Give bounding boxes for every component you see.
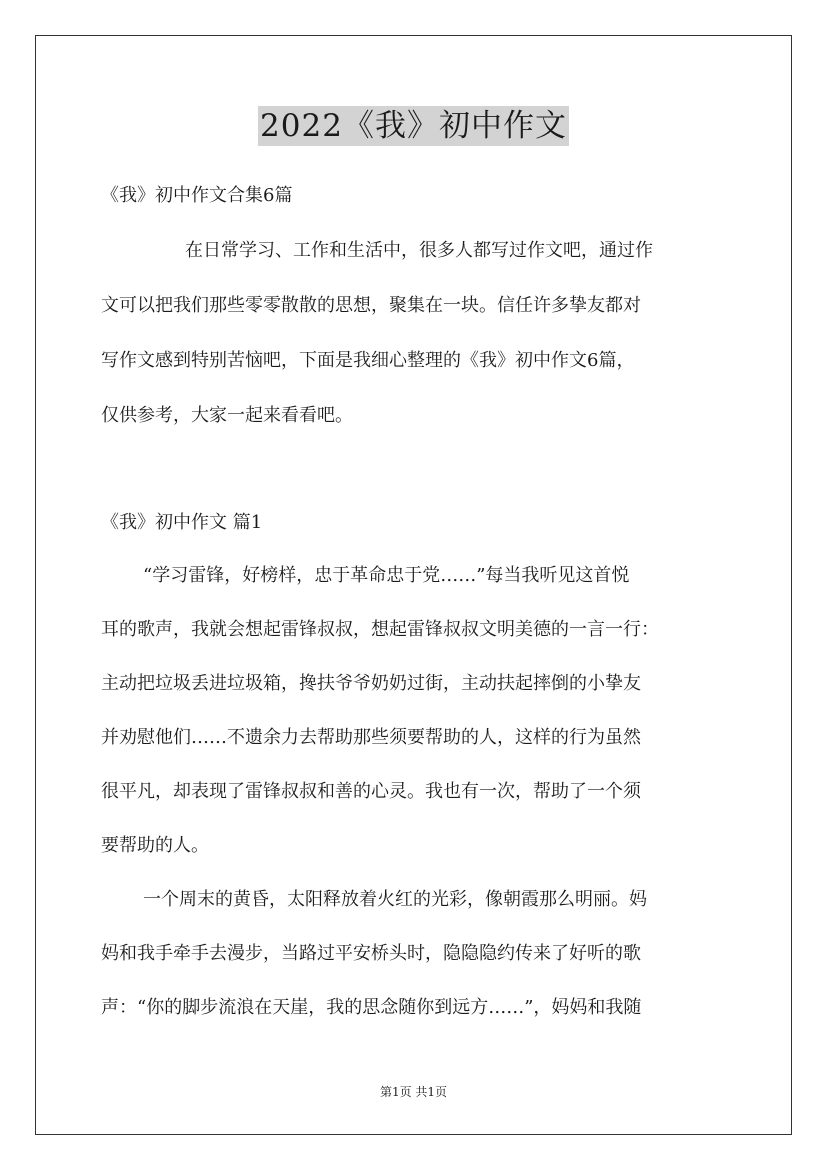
section-heading: 《我》初中作文 篇1	[101, 512, 263, 533]
body-line: 耳的歌声，我就会想起雷锋叔叔，想起雷锋叔叔文明美德的一言一行：	[101, 619, 659, 640]
intro-line: 在日常学习、工作和生活中，很多人都写过作文吧，通过作	[185, 240, 653, 261]
document-title-wrap	[0, 100, 827, 145]
body-line: 很平凡，却表现了雷锋叔叔和善的心灵。我也有一次，帮助了一个须	[101, 781, 641, 802]
body-line: 主动把垃圾丢进垃圾箱，搀扶爷爷奶奶过街，主动扶起摔倒的小挚友	[101, 673, 641, 694]
body-line: 并劝慰他们……不遗余力去帮助那些须要帮助的人，这样的行为虽然	[101, 727, 641, 748]
intro-line: 文可以把我们那些零零散散的思想，聚集在一块。信任许多挚友都对	[101, 295, 641, 316]
body-line: 要帮助的人。	[101, 835, 209, 856]
body-line: 妈和我手牵手去漫步，当路过平安桥头时，隐隐隐约传来了好听的歌	[101, 943, 641, 964]
body-line: 一个周末的黄昏，太阳释放着火红的光彩，像朝霞那么明丽。妈	[143, 889, 647, 910]
intro-line: 仅供参考，大家一起来看看吧。	[101, 405, 353, 426]
document-title: 2022《我》初中作文	[260, 108, 567, 144]
body-line: “学习雷锋，好榜样，忠于革命忠于党……”每当我听见这首悦	[143, 565, 630, 586]
page-footer: 第1页 共1页	[379, 1085, 448, 1099]
subtitle: 《我》初中作文合集6篇	[101, 185, 293, 206]
intro-line: 写作文感到特别苦恼吧，下面是我细心整理的《我》初中作文6篇，	[101, 350, 635, 371]
body-line: 声：“你的脚步流浪在天崖，我的思念随你到远方……”，妈妈和我随	[101, 997, 642, 1018]
